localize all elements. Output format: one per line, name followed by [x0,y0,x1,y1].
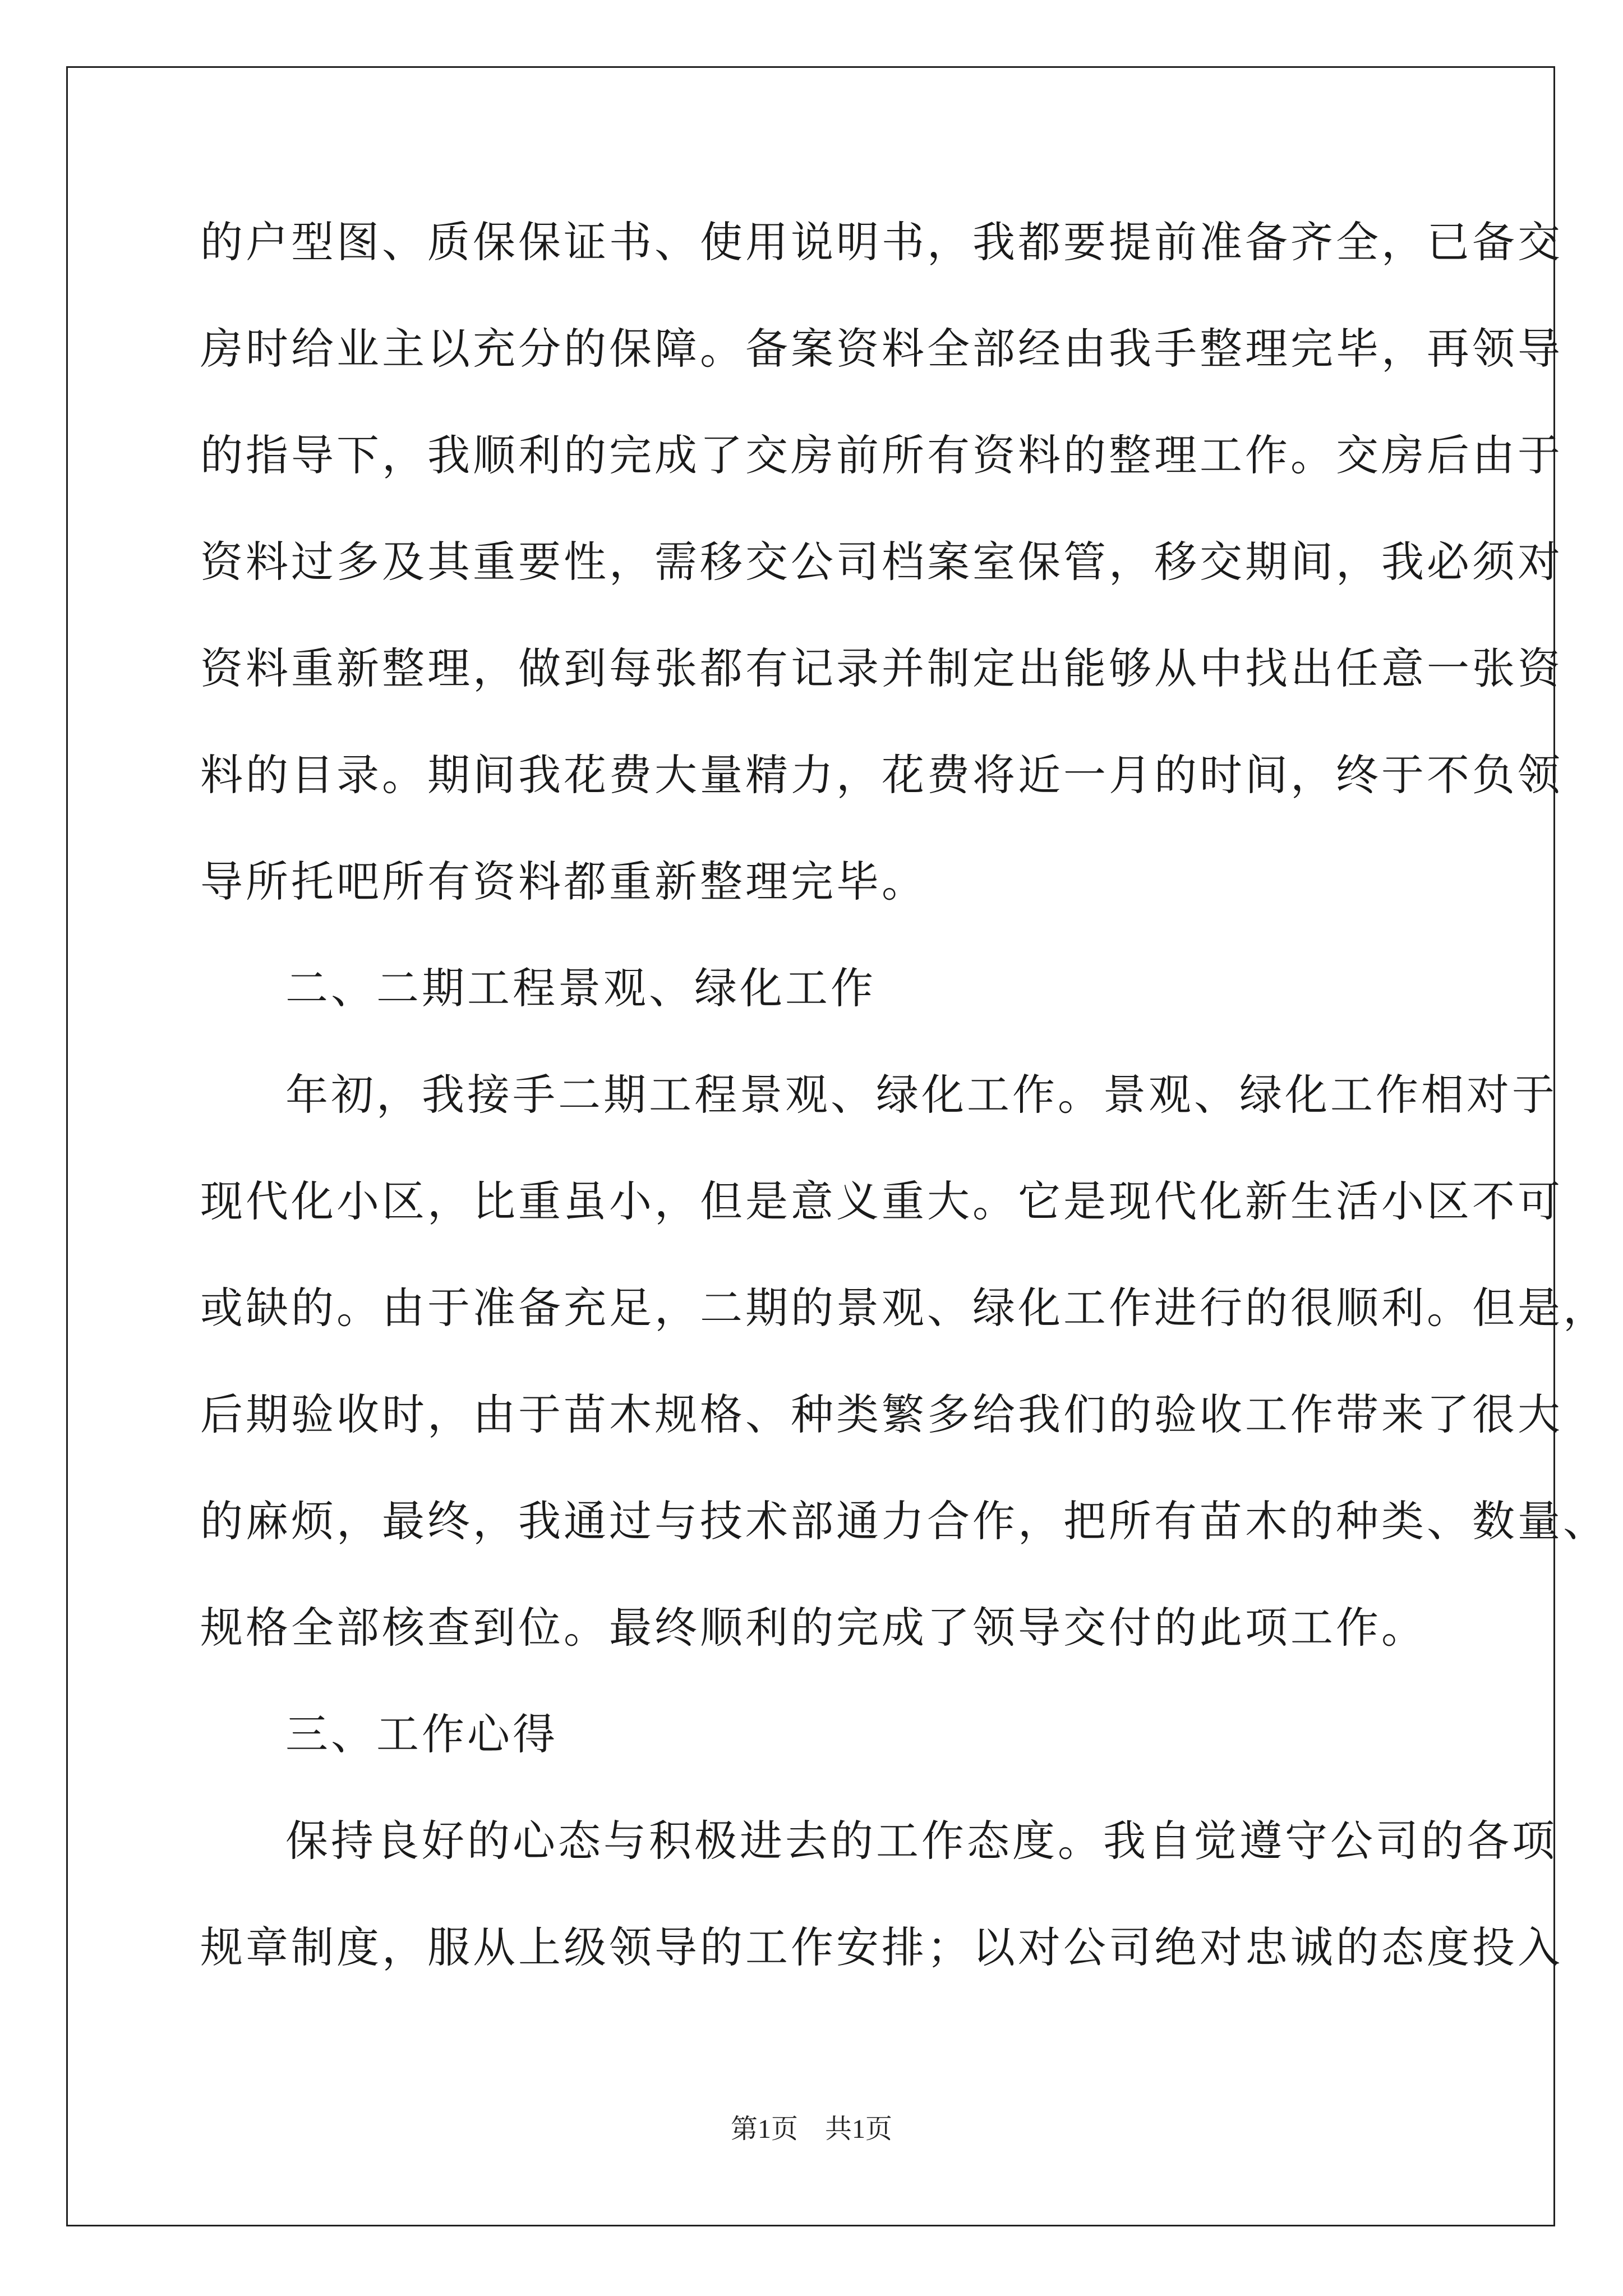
text-line-14: 规格全部核查到位。最终顺利的完成了领导交付的此项工作。 [200,1603,1427,1653]
page-number-total: 共1页 [825,2114,893,2144]
text-line-13: 的麻烦，最终，我通过与技术部通力合作，把所有苗木的种类、数量、 [200,1496,1608,1546]
text-line-1: 的户型图、质保保证书、使用说明书，我都要提前准备齐全，已备交 [200,217,1563,267]
document-body [200,214,1608,2026]
text-line-17: 规章制度，服从上级领导的工作安排；以对公司绝对忠诚的态度投入 [200,1922,1563,1972]
text-line-4: 资料过多及其重要性，需移交公司档案室保管，移交期间，我必须对 [200,537,1563,587]
text-line-6: 料的目录。期间我花费大量精力，花费将近一月的时间，终于不负领 [200,750,1563,800]
section-heading-3: 三、工作心得 [285,1709,558,1759]
page-number-current: 第1页 [730,2114,798,2144]
text-line-12: 后期验收时，由于苗木规格、种类繁多给我们的验收工作带来了很大 [200,1389,1563,1439]
text-line-16: 保持良好的心态与积极进去的工作态度。我自觉遵守公司的各项 [285,1816,1557,1866]
text-line-10: 现代化小区，比重虽小，但是意义重大。它是现代化新生活小区不可 [200,1176,1563,1226]
text-line-11: 或缺的。由于准备充足，二期的景观、绿化工作进行的很顺利。但是， [200,1283,1608,1333]
text-line-9: 年初，我接手二期工程景观、绿化工作。景观、绿化工作相对于 [285,1070,1557,1120]
text-line-5: 资料重新整理，做到每张都有记录并制定出能够从中找出任意一张资 [200,643,1563,693]
section-heading-2: 二、二期工程景观、绿化工作 [285,963,876,1013]
text-line-7: 导所托吧所有资料都重新整理完毕。 [200,857,927,907]
text-line-2: 房时给业主以充分的保障。备案资料全部经由我手整理完毕，再领导 [200,324,1563,374]
page-footer [0,2113,1623,2146]
text-line-3: 的指导下，我顺利的完成了交房前所有资料的整理工作。交房后由于 [200,430,1563,480]
